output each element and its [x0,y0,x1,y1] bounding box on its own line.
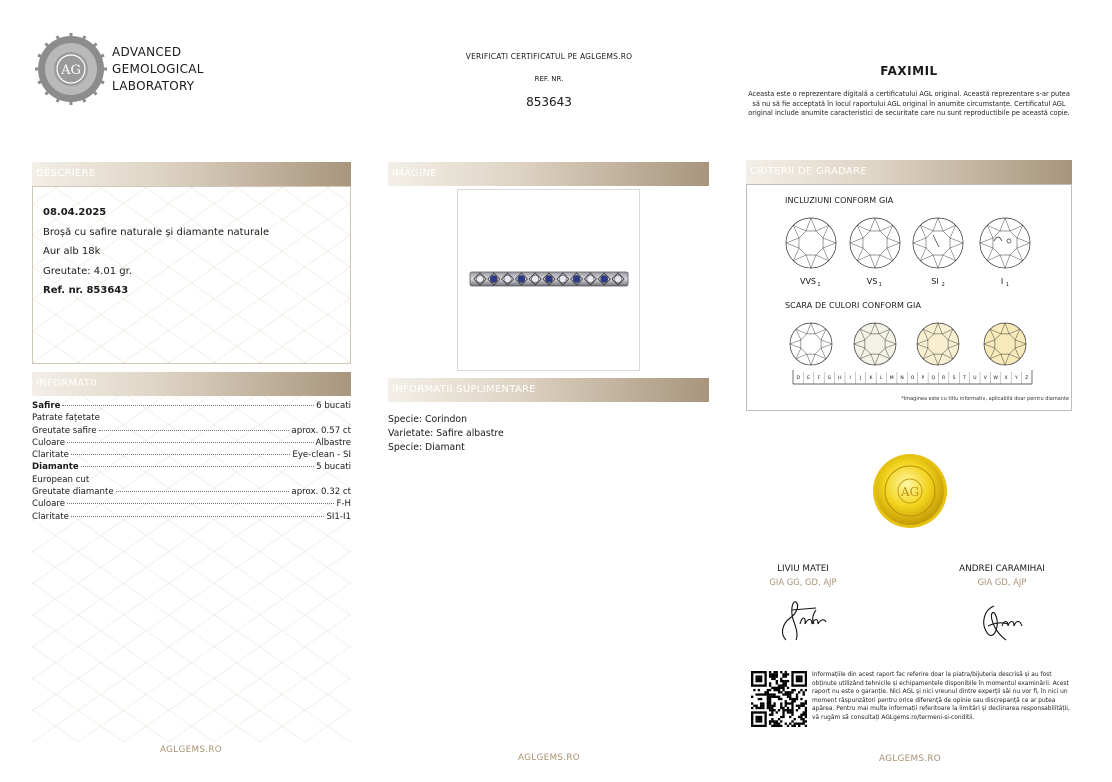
product-image-frame [457,189,640,371]
info-value: Albastre [315,437,351,448]
leader-dots [67,442,314,443]
footer-website-right[interactable]: AGLGEMS.RO [879,754,941,764]
info-key: Patrate fațetate [32,413,100,424]
informatii-list [32,400,351,523]
color-scale-letter: U [973,376,977,381]
info-value: aprox. 0.32 ct [291,487,351,498]
item-description: Broșă cu safire naturale și diamante naturale [43,226,270,238]
diamond-stone [532,275,539,282]
verify-text: VERIFICATI CERTIFICATUL PE AGLGEMS.RO [465,52,633,61]
svg-text:AG: AG [61,63,81,78]
color-scale-letter: L [880,376,883,381]
color-scale-letter: R [942,376,946,381]
faximil-notice [746,64,1072,119]
inclusion-label: I [1000,277,1004,286]
info-value: aprox. 0.57 ct [291,425,351,436]
color-scale-letter: J [859,376,862,381]
color-scale-letter: X [1004,376,1008,381]
inclusion-sub: 1 [878,282,882,288]
info-row [32,449,351,461]
info-row [32,511,351,523]
svg-text:AG: AG [900,485,920,499]
info-row [32,461,351,473]
color-scale-letter: Y [1015,376,1018,381]
sapphire-stone [601,275,608,282]
inclusion-sub: 1 [817,282,821,288]
color-scale-letter: N [900,376,904,381]
footer-website-left[interactable]: AGLGEMS.RO [160,745,222,755]
gold-seal [872,453,948,529]
colors-title: SCARA DE CULORI CONFORM GIA [785,301,922,310]
info-key: Culoare [32,499,65,510]
signature-2 [972,596,1036,650]
inclusions-title: INCLUZIUNI CONFORM GIA [785,196,894,205]
descriere-panel [32,186,351,364]
info-row [32,474,351,486]
color-scale-letter: M [889,376,894,381]
info-row [32,486,351,498]
color-scale-letter: P [921,376,925,381]
item-metal: Aur alb 18k [43,246,101,257]
info-key: Claritate [32,450,69,461]
signature-block-2 [922,564,1082,587]
disclaimer-text: Informațiile din acest raport fac referire doar la piatra/bijuteria descrisă și au fost obținute utilizând tehnicile și echipamentele disponibile în momentul examinării. Acest raport nu este o garanție. Nici AGL și nici vreunul dintre experții săi nu vor fi, în nici un moment răspunzători pentru orice diferență de opinie sau discrepanță ce ar putea apărea. Pentru mai multe informații referitoare la limitări și declinarea responsabilității, vă rugăm să consultați AGLgems.ro/termeni-si-conditii. [812,672,1070,721]
lab-name-line-3: LABORATORY [112,79,195,93]
color-scale-letter: Z [1025,376,1029,381]
leader-dots [71,516,325,517]
sapphire-stone [518,275,525,282]
qr-code[interactable] [751,671,807,727]
inclusion-label: SI [931,277,939,286]
leader-dots [71,454,291,455]
info-key: Diamante [32,462,79,473]
lab-name [112,44,204,95]
signer-credentials-1: GIA GG, GD, AJP [769,577,837,587]
color-scale-letter: O [910,376,915,381]
item-ref: Ref. nr. 853643 [43,285,129,296]
signer-credentials-2: GIA GD, AJP [977,577,1027,587]
diamond-stone [614,275,621,282]
sapphire-stone [573,275,580,282]
informatii-header: INFORMATII [32,372,351,396]
grading-diagram [747,185,1073,412]
leader-dots [67,503,334,504]
color-scale-letter: E [807,376,811,381]
leader-dots [81,466,314,467]
info-key: European cut [32,474,90,485]
suplimentare-header: INFORMATII SUPLIMENTARE [388,378,709,402]
sapphire-stone [545,275,552,282]
inclusion-label: VVS [799,277,817,286]
diamond-stone [476,275,483,282]
color-scale-letter: Q [931,376,936,381]
leader-dots [99,430,290,431]
leader-dots [116,491,290,492]
inclusion-sub: 2 [941,282,945,288]
signer-name-2: ANDREI CARAMIHAI [959,564,1045,574]
info-key: Greutate safire [32,425,97,436]
color-scale-letter: S [952,376,956,381]
certificate-reference [388,52,710,109]
inclusion-label: VS [866,277,878,286]
diamond-stone [504,275,511,282]
brooch-image [458,190,641,372]
sapphire-stone [490,275,497,282]
imagine-header: IMAGINE [388,162,709,186]
diamond-stone [559,275,566,282]
grading-criteria-panel [746,184,1072,411]
color-scale-letter: G [827,376,832,381]
info-row [32,437,351,449]
info-key: Claritate [32,511,69,522]
signature-1 [772,596,836,650]
color-scale-letter: V [983,376,987,381]
color-scale-letter: F [817,376,821,381]
leader-dots [62,405,314,406]
ref-label: REF. NR. [534,75,564,83]
info-row [32,498,351,510]
info-value: 6 bucati [316,401,351,411]
info-value: Eye-clean - SI [292,450,351,461]
signature-block-1 [723,564,883,587]
suplimentare-text [388,413,504,456]
info-key: Greutate diamante [32,487,114,498]
info-key: Culoare [32,437,65,448]
info-value: F-H [336,499,351,510]
lab-name-line-1: ADVANCED [112,45,182,59]
descriere-header: DESCRIERE [32,162,351,186]
info-value: 5 bucati [316,462,351,473]
lab-name-line-2: GEMOLOGICAL [112,62,204,76]
lab-seal-logo [34,32,108,106]
diamond-stone [587,275,594,282]
variety-line: Varietate: Safire albastre [388,428,504,440]
color-scale-letter: H [838,376,842,381]
color-scale-letter: K [869,376,873,381]
info-key: Safire [32,401,61,411]
info-row [32,400,351,412]
info-row [32,412,351,424]
color-scale-letter: T [963,376,966,381]
criteria-footnote: *Imaginea este cu titlu informativ, aplicabilă doar pentru diamante [901,396,1069,402]
faximil-text: Aceasta este o reprezentare digitală a certificatului AGL original. Această reprezentare s-ar putea să nu să fie acceptată în locul raportului AGL original în anumite circumstanțe. Certificatul AGL original include anumite caracteristici de securitate care nu sunt reproductibile pe această copie. [748,90,1070,118]
footer-website-center[interactable]: AGLGEMS.RO [518,753,580,763]
ref-value: 853643 [526,95,572,109]
color-scale-letter: I [849,376,851,381]
faximil-title: FAXIMIL [880,64,938,78]
color-scale-letter: D [796,376,800,381]
inclusion-sub: 1 [1005,282,1009,288]
color-scale-letter: W [993,376,998,381]
info-value: SI1-I1 [326,511,351,522]
info-row [32,425,351,437]
item-weight: Greutate: 4.01 gr. [43,265,132,277]
criterii-header: CRITERII DE GRADARE [746,160,1072,184]
species-line: Specie: Corindon [388,414,467,425]
species-line-2: Specie: Diamant [388,442,465,454]
signer-name-1: LIVIU MATEI [777,564,829,574]
certificate-date: 08.04.2025 [43,207,107,218]
